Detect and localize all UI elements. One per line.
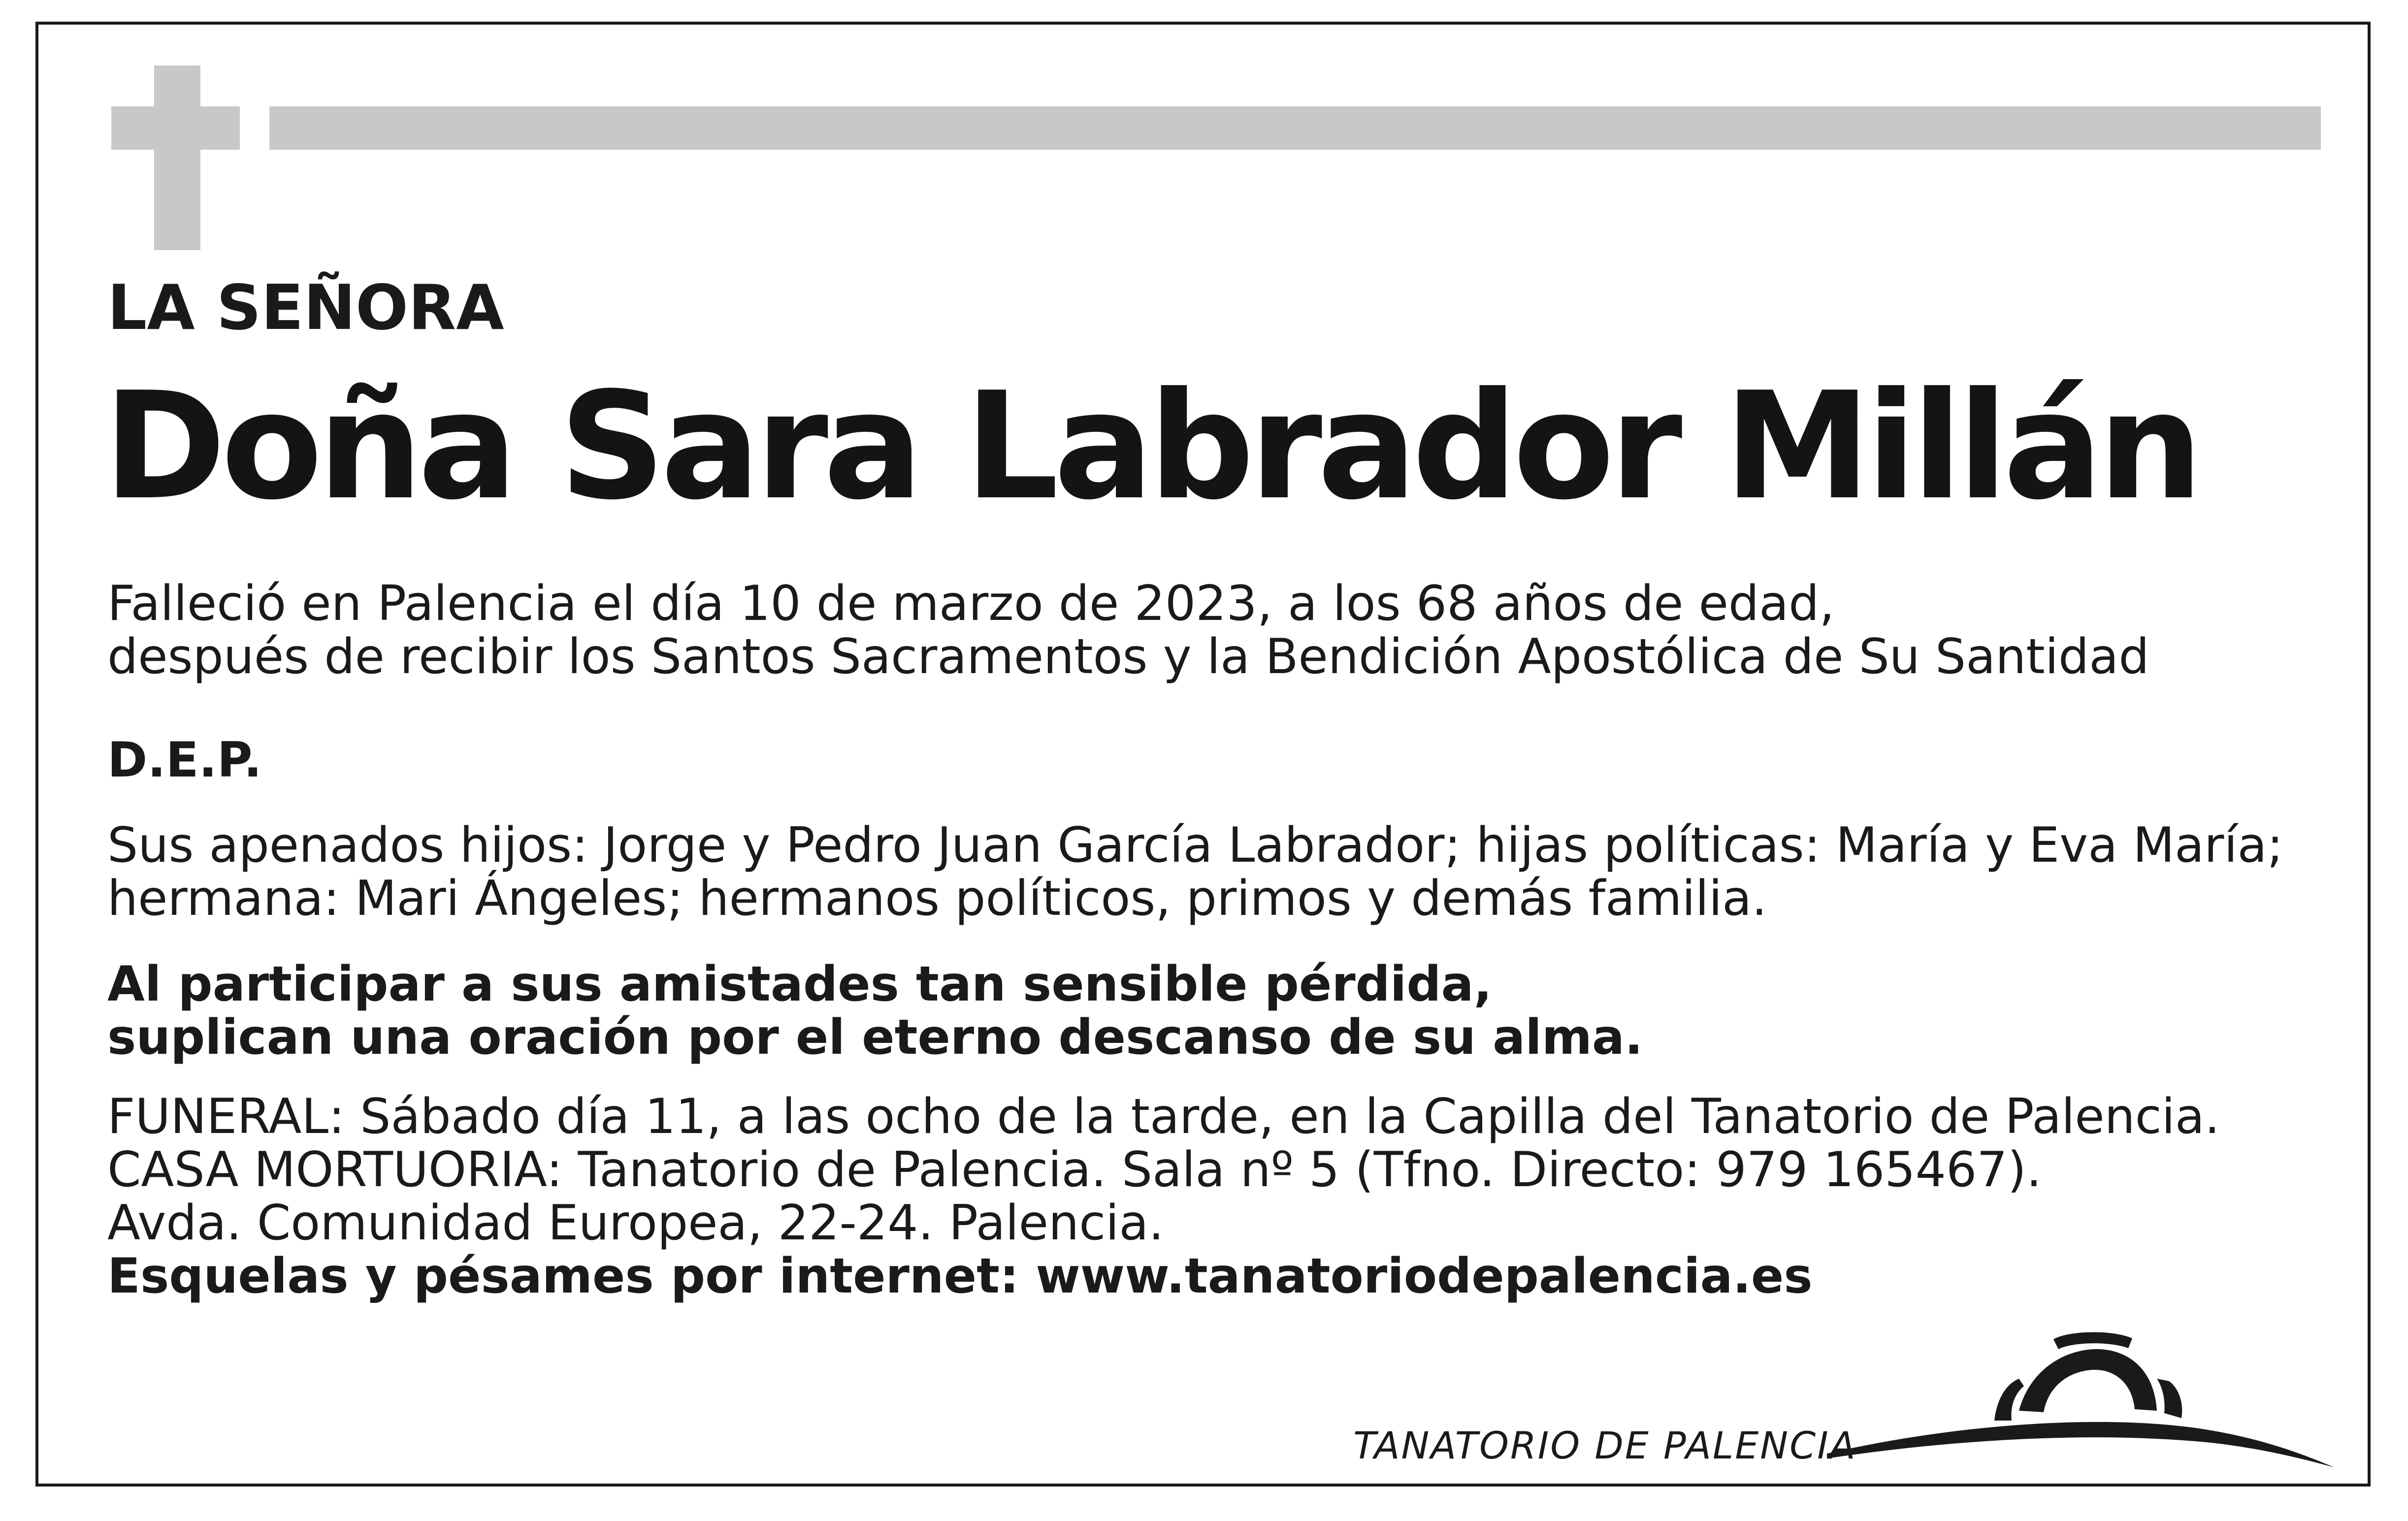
logo-dome-left bbox=[1994, 1379, 2024, 1421]
prayer-line: suplican una oración por el eterno descanso de su alma. bbox=[107, 1009, 1643, 1066]
funeral-details bbox=[107, 1090, 2220, 1303]
dep-text: D.E.P. bbox=[107, 732, 262, 788]
internet-line: Esquelas y pésames por internet: www.tanatoriodepalencia.es bbox=[107, 1248, 1813, 1304]
deceased-name: Doña Sara Labrador Millán bbox=[103, 360, 2198, 532]
casa-mortuoria-line: CASA MORTUORIA: Tanatorio de Palencia. Sala nº 5 (Tfno. Directo: 979 165467). bbox=[107, 1142, 2042, 1198]
funeral-line: FUNERAL: Sábado día 11, a las ocho de la tarde, en la Capilla del Tanatorio de Palencia. bbox=[107, 1089, 2220, 1145]
family-line: Sus apenados hijos: Jorge y Pedro Juan García Labrador; hijas políticas: María y Eva María; bbox=[107, 817, 2283, 874]
death-info-line: después de recibir los Santos Sacramentos y la Bendición Apostólica de Su Santidad bbox=[107, 629, 2149, 685]
prayer-line: Al participar a sus amistades tan sensible pérdida, bbox=[107, 956, 1492, 1012]
logo-dome-top bbox=[2053, 1332, 2132, 1349]
honorific: LA SEÑORA bbox=[107, 271, 504, 344]
death-info-line: Falleció en Palencia el día 10 de marzo de 2023, a los 68 años de edad, bbox=[107, 576, 1835, 632]
logo-dome bbox=[2019, 1349, 2157, 1412]
cross-icon-vertical bbox=[154, 65, 200, 250]
prayer-request bbox=[107, 958, 1643, 1064]
cross-icon-horizontal bbox=[111, 106, 240, 150]
death-info bbox=[107, 577, 2149, 683]
family-line: hermana: Mari Ángeles; hermanos políticos, primos y demás familia. bbox=[107, 871, 1767, 927]
logo-text: TANATORIO DE PALENCIA bbox=[1353, 1424, 1857, 1467]
logo-dome-right bbox=[2157, 1379, 2182, 1418]
family-list bbox=[107, 819, 2283, 925]
header-bar bbox=[269, 106, 2321, 150]
address-line: Avda. Comunidad Europea, 22-24. Palencia. bbox=[107, 1195, 1164, 1251]
logo-horizon-swoosh bbox=[1827, 1422, 2334, 1467]
